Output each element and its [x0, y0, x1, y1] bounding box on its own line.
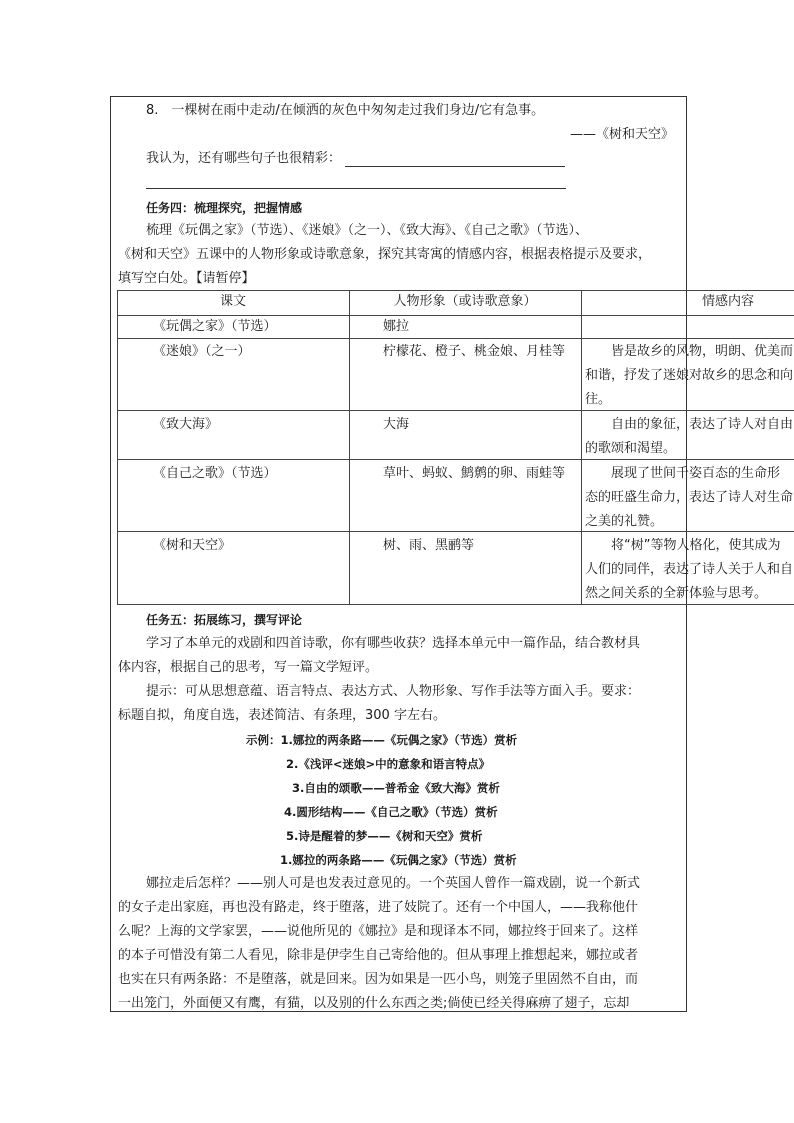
table-cell-image: 树、雨、黑鹂等 [383, 538, 475, 553]
table-cell-text: 《树和天空》 [153, 538, 232, 553]
table-header: 情感内容 [702, 294, 755, 309]
answer-line[interactable] [345, 166, 565, 167]
table-cell-emotion: 的歌颂和渴望。 [585, 441, 677, 456]
poem-source: ——《树和天空》 [570, 127, 675, 142]
essay-line: 么呢？上海的文学家罢，——说他所见的《娜拉》是和现译本不同，娜拉终于回来了。这样 [118, 924, 639, 939]
table-cell-emotion: 皆是故乡的风物，明朗、优美而 [611, 344, 794, 359]
table-cell-text: 《迷娘》（之一） [153, 344, 251, 359]
table-cell-emotion: 之美的礼赞。 [585, 514, 664, 529]
task5-text: 体内容，根据自己的思考，写一篇文学短评。 [118, 660, 379, 675]
table-cell-emotion: 将“树”等物人格化，使其成为 [611, 538, 781, 553]
task4-heading: 任务四：梳理探究，把握情感 [146, 201, 303, 215]
table-cell-image: 娜拉 [383, 319, 410, 334]
example-item: 4.圆形结构——《自己之歌》（节选）赏析 [284, 805, 498, 819]
task4-text: 《树和天空》五课中的人物形象或诗歌意象，探究其寄寓的情感内容，根据表格提示及要求， [118, 247, 652, 262]
answer-line[interactable] [146, 188, 566, 189]
table-cell-text: 《玩偶之家》（节选） [153, 319, 277, 334]
task4-text: 填写空白处。【请暂停】 [118, 271, 255, 286]
task5-text: 提示：可从思想意蕴、语言特点、表达方式、人物形象、写作手法等方面入手。要求： [146, 684, 641, 699]
essay-line: 一出笼门，外面便又有鹰，有猫，以及别的什么东西之类;倘使已经关得麻痹了翅子，忘却 [118, 996, 630, 1011]
table-cell-text: 《自己之歌》（节选） [153, 466, 277, 481]
essay-line: 也实在只有两条路：不是堕落，就是回来。因为如果是一匹小鸟，则笼子里固然不自由，而 [118, 972, 639, 987]
task5-heading: 任务五：拓展练习，撰写评论 [146, 613, 303, 627]
task4-text: 梳理《玩偶之家》（节选）、《迷娘》（之一）、《致大海》、《自己之歌》（节选）、 [146, 223, 589, 238]
task5-text: 标题自拟，角度自选，表述简洁、有条理，300 字左右。 [118, 708, 446, 723]
table-cell-emotion: 自由的象征，表达了诗人对自由 [611, 417, 794, 432]
essay-title: 1.娜拉的两条路——《玩偶之家》（节选）赏析 [280, 853, 517, 867]
task5-text: 学习了本单元的戏剧和四首诗歌，你有哪些收获？选择本单元中一篇作品，结合教材具 [146, 636, 641, 651]
essay-line: 娜拉走后怎样？——别人可是也发表过意见的。一个英国人曾作一篇戏剧，说一个新式 [146, 876, 641, 891]
poem-line: 8. 一棵树在雨中走动/在倾洒的灰色中匆匆走过我们身边/它有急事。 [146, 103, 545, 118]
table-cell-emotion: 态的旺盛生命力，表达了诗人对生命 [585, 490, 794, 505]
table-header: 人物形象（或诗歌意象） [393, 294, 537, 309]
table-cell-emotion: 往。 [585, 392, 612, 407]
table-cell-image: 草叶、蚂蚁、鹪鹩的卵、雨蛙等 [383, 466, 566, 481]
example-item: 5.诗是醒着的梦——《树和天空》赏析 [286, 829, 483, 843]
table-cell-emotion: 然之间关系的全新体验与思考。 [585, 586, 768, 601]
table-header: 课文 [219, 294, 246, 309]
table-cell-emotion: 人们的同伴，表达了诗人关于人和自 [585, 562, 794, 577]
table-cell-emotion: 展现了世间千姿百态的生命形 [611, 466, 781, 481]
table-cell-image: 柠檬花、橙子、桃金娘、月桂等 [383, 344, 566, 359]
example-item: 3.自由的颂歌——普希金《致大海》赏析 [292, 781, 500, 795]
table-cell-text: 《致大海》 [153, 417, 219, 432]
emotion-table [117, 290, 794, 605]
my-view-prompt: 我认为，还有哪些句子也很精彩： [146, 151, 342, 166]
table-cell-emotion: 和谐，抒发了迷娘对故乡的思念和向 [585, 368, 794, 383]
essay-line: 的女子走出家庭，再也没有路走，终于堕落，进了妓院了。还有一个中国人，——我称他什 [118, 900, 639, 915]
table-cell-image: 大海 [383, 417, 410, 432]
example-item: 示例：1.娜拉的两条路——《玩偶之家》（节选）赏析 [246, 733, 518, 747]
example-item: 2.《浅评<迷娘>中的意象和语言特点》 [286, 757, 491, 771]
essay-line: 的本子可惜没有第二人看见，除非是伊孛生自己寄给他的。但从事理上推想起来，娜拉或者 [118, 948, 639, 963]
